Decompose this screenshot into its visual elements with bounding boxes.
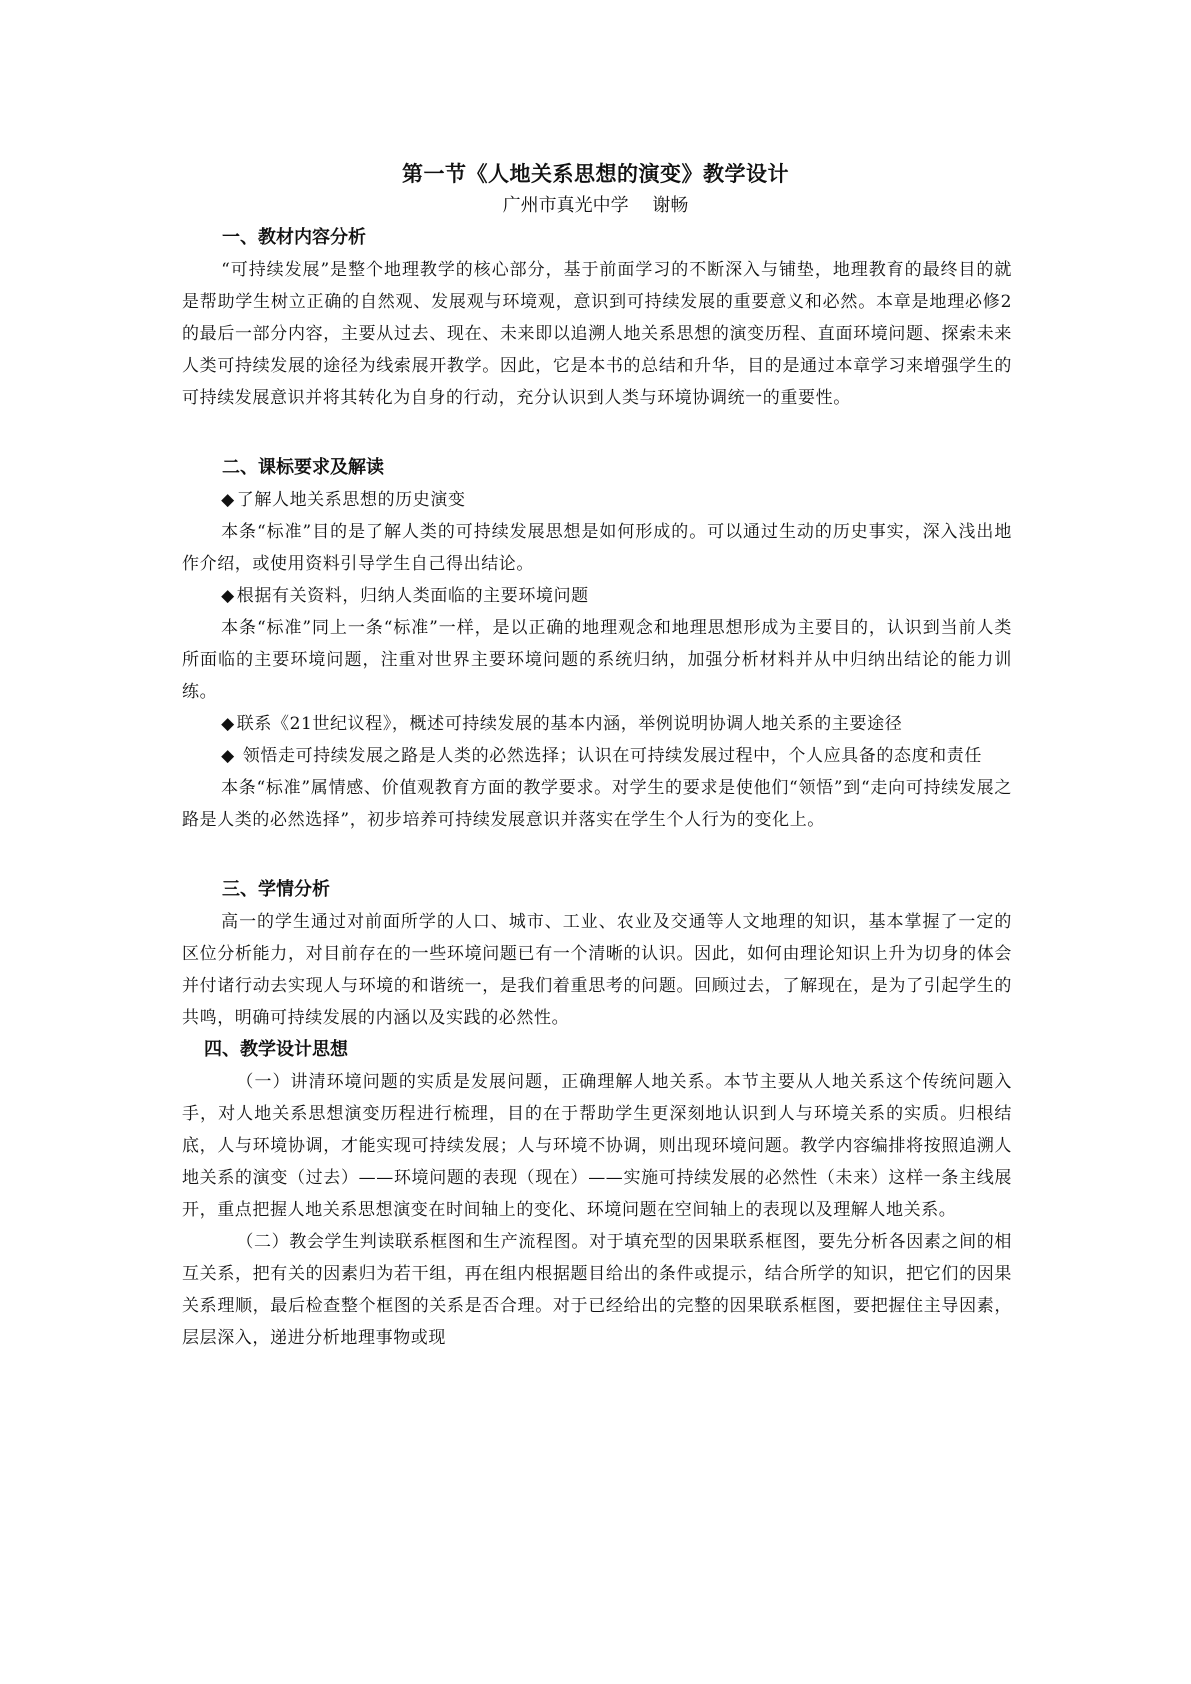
standard-bullet-item <box>182 708 1012 740</box>
section-material-analysis <box>182 222 1012 414</box>
standard-bullet-item <box>182 740 1012 772</box>
bullet-text: 领悟走可持续发展之路是人类的必然选择；认识在可持续发展过程中，个人应具备的态度和责任 <box>236 746 982 766</box>
diamond-bullet-icon: ◆ <box>221 746 235 766</box>
paragraph: （一）讲清环境问题的实质是发展问题，正确理解人地关系。本节主要从人地关系这个传统问题入手，对人地关系思想演变历程进行梳理，目的在于帮助学生更深刻地认识到人与环境关系的实质。归根结底，人与环境协调，才能实现可持续发展；人与环境不协调，则出现环境问题。教学内容编排将按照追溯人地关系的演变（过去）——环境问题的表现（现在）——实施可持续发展的必然性（未来）这样一条主线展开，重点把握人地关系思想演变在时间轴上的变化、环境问题在空间轴上的表现以及理解人地关系。 <box>182 1072 1012 1220</box>
diamond-bullet-icon: ◆ <box>221 586 235 606</box>
paragraph: （二）教会学生判读联系框图和生产流程图。对于填充型的因果联系框图，要先分析各因素之间的相互关系，把有关的因素归为若干组，再在组内根据题目给出的条件或提示，结合所学的知识，把它们的因果关系理顺，最后检查整个框图的关系是否合理。对于已经给出的完整的因果联系框图，要把握住主导因素，层层深入，递进分析地理事物或现 <box>182 1232 1012 1348</box>
standard-bullet-item <box>182 484 1012 516</box>
paragraph: 本条“标准”同上一条“标准”一样，是以正确的地理观念和地理思想形成为主要目的，认识到当前人类所面临的主要环境问题，注重对世界主要环境问题的系统归纳，加强分析材料并从中归纳出结论的能力训练。 <box>182 618 1012 702</box>
document-author: 广州市真光中学 谢畅 <box>502 195 689 216</box>
section-heading: 三、学情分析 <box>222 879 330 900</box>
bullet-text: 联系《21世纪议程》，概述可持续发展的基本内涵，举例说明协调人地关系的主要途径 <box>236 714 903 734</box>
bullet-text: 了解人地关系思想的历史演变 <box>236 490 466 510</box>
paragraph: 本条“标准”目的是了解人类的可持续发展思想是如何形成的。可以通过生动的历史事实，深入浅出地作介绍，或使用资料引导学生自己得出结论。 <box>182 522 1012 574</box>
section-heading: 四、教学设计思想 <box>204 1039 348 1060</box>
diamond-bullet-icon: ◆ <box>221 714 235 734</box>
diamond-bullet-icon: ◆ <box>221 490 235 510</box>
paragraph: 高一的学生通过对前面所学的人口、城市、工业、农业及交通等人文地理的知识，基本掌握了一定的区位分析能力，对目前存在的一些环境问题已有一个清晰的认识。因此，如何由理论知识上升为切身的体会并付诸行动去实现人与环境的和谐统一，是我们着重思考的问题。回顾过去，了解现在，是为了引起学生的共鸣，明确可持续发展的内涵以及实践的必然性。 <box>182 912 1012 1028</box>
bullet-text: 根据有关资料，归纳人类面临的主要环境问题 <box>236 586 589 606</box>
paragraph: “可持续发展”是整个地理教学的核心部分，基于前面学习的不断深入与铺垫，地理教育的最终目的就是帮助学生树立正确的自然观、发展观与环境观，意识到可持续发展的重要意义和必然。本章是地理必修2的最后一部分内容，主要从过去、现在、未来即以追溯人地关系思想的演变历程、直面环境问题、探索未来人类可持续发展的途径为线索展开教学。因此，它是本书的总结和升华，目的是通过本章学习来增强学生的可持续发展意识并将其转化为自身的行动，充分认识到人类与环境协调统一的重要性。 <box>182 260 1012 408</box>
standard-bullet-item <box>182 580 1012 612</box>
section-curriculum-standards <box>182 452 1012 836</box>
paragraph: 本条“标准”属情感、价值观教育方面的教学要求。对学生的要求是使他们“领悟”到“走向可持续发展之路是人类的必然选择”，初步培养可持续发展意识并落实在学生个人行为的变化上。 <box>182 778 1012 830</box>
document-body <box>182 222 1012 1354</box>
section-design-ideas <box>182 1034 1012 1354</box>
section-student-analysis <box>182 874 1012 1034</box>
document-title: 第一节《人地关系思想的演变》教学设计 <box>402 162 789 186</box>
section-heading: 二、课标要求及解读 <box>222 457 384 478</box>
section-heading: 一、教材内容分析 <box>222 227 366 248</box>
